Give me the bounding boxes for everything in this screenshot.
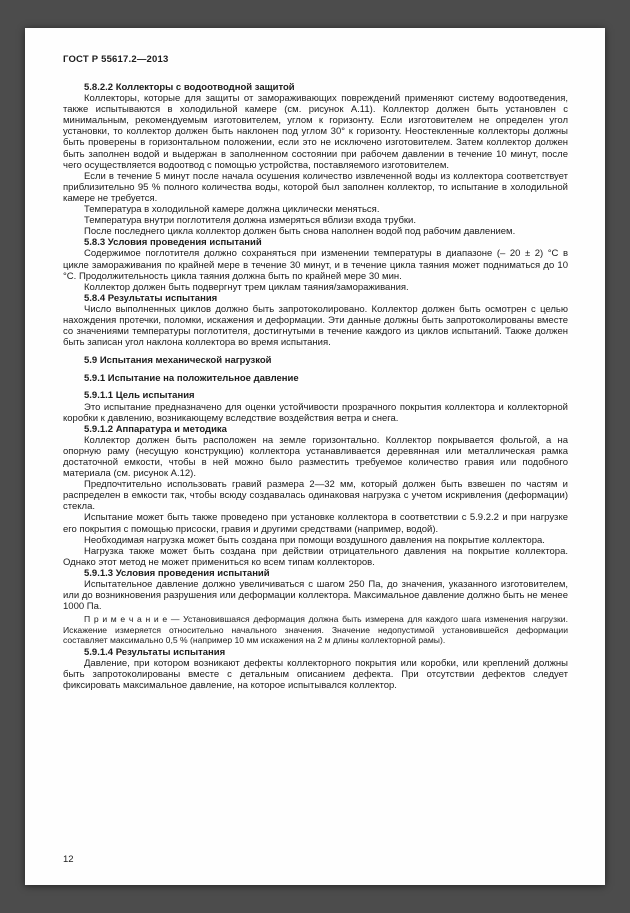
clause-heading: 5.8.2.2 Коллекторы с водоотводной защитой	[84, 82, 295, 93]
paragraph: Необходимая нагрузка может быть создана при помощи воздушного давления на покрытие коллектора.	[84, 534, 545, 546]
paragraph: Температура в холодильной камере должна циклически меняться.	[84, 204, 380, 216]
document-body	[63, 82, 568, 691]
document-header-standard-number: ГОСТ Р 55617.2—2013	[63, 54, 169, 65]
clause-heading: 5.9.1 Испытание на положительное давление	[84, 373, 299, 385]
clause-heading: 5.9.1.2 Аппаратура и методика	[84, 423, 227, 435]
paragraph: Температура внутри поглотителя должна измеряться вблизи входа трубки.	[84, 215, 416, 227]
paragraph: После последнего цикла коллектор должен быть снова наполнен водой под рабочим давлением.	[84, 226, 516, 238]
paragraph: Коллекторы, которые для защиты от замораживающих повреждений применяют систему водоотведения, также испытываются в холодильной камере (см. рисунок А.11). Коллектор должен быть установлен с минимальным, рекомендуемым изготовителем, углом к горизонту. Если изготовителем не определен угол установки, то коллектор должен быть наклонен под углом 30° к горизонту. Неостекленные коллекторы должны быть проверены в горизонтальном положении, если это не исключено изготовителем. Затем коллектор должен быть заполнен водой и выдержан в заполненном состоянии при рабочем давлении в течение 10 минут, после чего осуществляется водоотвод с помощью устройства, поставляемого изготовителем.	[63, 93, 568, 171]
document-page	[25, 28, 605, 885]
clause-heading: 5.9.1.1 Цель испытания	[84, 390, 195, 402]
clause-heading: 5.9 Испытания механической нагрузкой	[84, 355, 272, 367]
paragraph: Это испытание предназначено для оценки устойчивости прозрачного покрытия коллектора и коллекторной коробки к давлению, возникающему вследствие воздействия ветра и снега.	[63, 401, 568, 424]
paragraph: Испытание может быть также проведено при установке коллектора в соответствии с 5.9.2.2 и при нагрузке его покрытия с помощью присоски, гравия и другими средствами (например, водой).	[63, 512, 568, 535]
paragraph: Коллектор должен быть подвергнут трем циклам таяния/замораживания.	[84, 281, 409, 293]
paragraph: Давление, при котором возникают дефекты коллекторного покрытия или коробки, или креплений должны быть запротоколированы вместе с детальным описанием дефекта. При отсутствии дефектов следует фиксировать максимальное давление, на которое испытывался коллектор.	[63, 658, 568, 692]
note-paragraph: П р и м е ч а н и е — Установившаяся деформация должна быть измерена для каждого шага изменения нагрузки. Искажение измеряется относительно начального значения. Значение недопустимой установившейся деформации составляет максимально 0,5 % (например 10 мм искажения на 2 м длины коллекторной рамы).	[63, 614, 568, 645]
clause-heading: 5.9.1.3 Условия проведения испытаний	[84, 567, 270, 579]
paragraph: Нагрузка также может быть создана при действии отрицательного давления на покрытие коллектора. Однако этот метод не может примениться ко всем типам коллекторов.	[63, 545, 568, 568]
clause-heading: 5.9.1.4 Результаты испытания	[84, 646, 226, 658]
paragraph: Испытательное давление должно увеличиваться с шагом 250 Па, до значения, указанного изготовителем, или до возникновения разрушения или деформации коллектора. Максимальное давление должно быть не менее 1000 Па.	[63, 579, 568, 613]
page-number: 12	[63, 854, 74, 865]
paragraph: Предпочтительно использовать гравий размера 2—32 мм, который должен быть взвешен по частям и распределен в емкости так, чтобы всюду создавалась одинаковая нагрузка с учетом искривления (деформации) стекла.	[63, 479, 568, 513]
paragraph: Содержимое поглотителя должно сохраняться при изменении температуры в диапазоне (– 20 ± 2) °С в цикле замораживания по крайней мере в течение 30 минут, и в течение цикла таяния может подниматься до 10 °С. Продолжительность цикла таяния должна быть по крайней мере 30 мин.	[63, 248, 568, 282]
clause-heading: 5.8.3 Условия проведения испытаний	[84, 237, 262, 249]
paragraph: Коллектор должен быть расположен на земле горизонтально. Коллектор покрывается фольгой, а на опорную раму (несущую конструкцию) коллектора устанавливается деревянная или металлическая рамка достаточной емкости, чтобы в ней можно было разместить требуемое количество гравия или подобного материала (см. рисунок А.12).	[63, 434, 568, 480]
paragraph: Если в течение 5 минут после начала осушения количество извлеченной воды из коллектора соответствует приблизительно 95 % полного количества воды, которой был заполнен коллектор, то испытание в холодильной камере не требуется.	[63, 170, 568, 204]
clause-heading: 5.8.4 Результаты испытания	[84, 292, 218, 304]
paragraph: Число выполненных циклов должно быть запротоколировано. Коллектор должен быть осмотрен с целью нахождения протечки, поломки, искажения и деформации. Эти данные должны быть запротоколированы вместе со значениями температуры поглотителя, достигнутыми в течение каждого из циклов испытаний. Также должен быть записан угол наклона коллектора во время испытания.	[63, 303, 568, 349]
